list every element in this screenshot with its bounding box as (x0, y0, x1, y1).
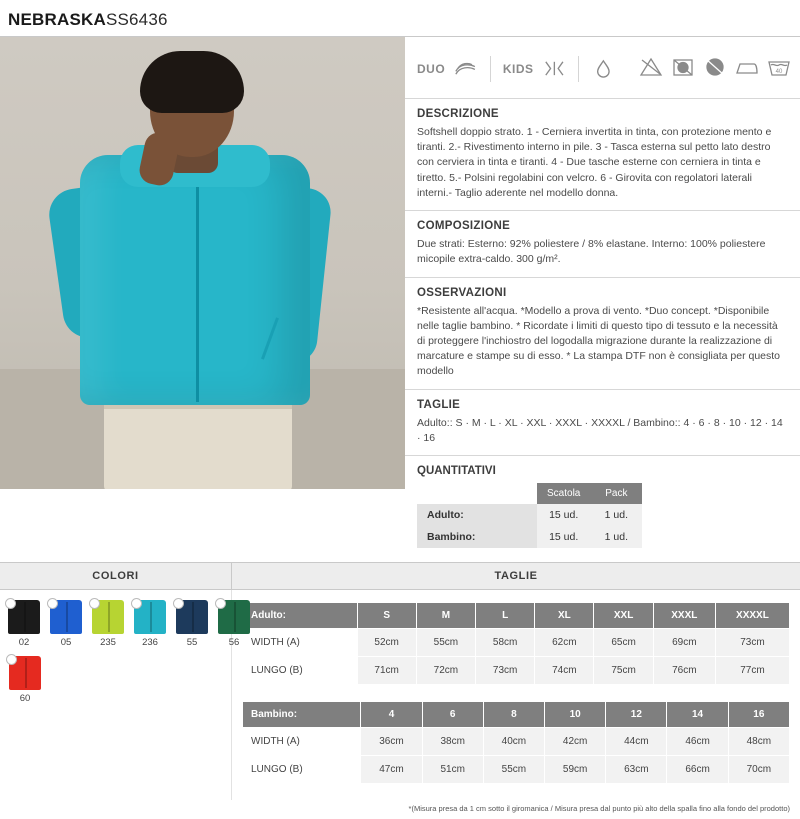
cell-value: 58cm (476, 629, 535, 657)
column-header: XXXL (653, 603, 715, 629)
cell-value: 73cm (715, 629, 789, 657)
section-osservazioni (405, 278, 800, 390)
product-ref: SS6436 (105, 10, 168, 29)
table-header-row (243, 603, 790, 629)
footnote: *(Misura presa da 1 cm sotto il giromanica / Misura presa dal punto più alto della spalla fino alla fondo del prodotto) (408, 804, 790, 814)
cell-value: 77cm (715, 657, 789, 685)
duo-label: DUO (417, 61, 446, 76)
color-swatch[interactable] (8, 600, 40, 648)
color-code: 236 (142, 637, 158, 649)
stretch-icon (542, 58, 567, 80)
color-code: 235 (100, 637, 116, 649)
cell-value: 40cm (483, 728, 544, 756)
color-swatch[interactable] (176, 600, 208, 648)
page-title (8, 10, 792, 30)
cell-value: 75cm (594, 657, 653, 685)
cell-value: 52cm (357, 629, 416, 657)
column-header: XXXXL (715, 603, 789, 629)
svg-text:40: 40 (775, 69, 783, 75)
colors-column (0, 590, 240, 800)
color-swatch-image (9, 656, 41, 690)
color-swatch-image (8, 600, 40, 634)
product-name: NEBRASKA (8, 10, 106, 29)
feature-icon-strip (405, 37, 800, 99)
cell-value: 48cm (728, 728, 789, 756)
quantitativi-table (417, 483, 642, 548)
column-header: M (416, 603, 475, 629)
product-image-column (0, 37, 405, 562)
cell-value: 72cm (416, 657, 475, 685)
row-label: WIDTH (A) (243, 629, 358, 657)
duo-badge (417, 62, 445, 76)
color-code: 56 (228, 637, 240, 649)
color-swatch-image (176, 600, 208, 634)
adult-size-table (242, 602, 790, 685)
cell-value: 15 ud. (537, 526, 590, 548)
section-taglie (405, 390, 800, 456)
color-code: 60 (19, 693, 31, 705)
product-info-column (405, 37, 800, 562)
cell-value: 38cm (422, 728, 483, 756)
table-row (243, 629, 790, 657)
cell-value: 65cm (594, 629, 653, 657)
table-row (243, 657, 790, 685)
section-text: *Resistente all'acqua. *Modello a prova di vento. *Duo concept. *Disponibile nelle taglie bambino. * Ricordate i limiti di questo tipo di tessuto e la necessità di proteggere l'inchiostro del logodalla migrazione durante la realizzazione di marcature e stampe su di esso. * La stampa DTF non è consigliata per questo modello (417, 304, 781, 378)
no-dry-clean-icon (702, 56, 728, 81)
table-header-row (243, 702, 790, 728)
cell-value: 55cm (483, 756, 544, 784)
kids-badge (503, 62, 534, 76)
cell-value: 1 ud. (590, 504, 642, 526)
product-photo (0, 37, 405, 489)
cell-value: 15 ud. (537, 504, 590, 526)
page-header (0, 0, 800, 37)
swatch-row-1 (0, 600, 240, 649)
row-label: LUNGO (B) (243, 657, 358, 685)
column-header: 14 (667, 702, 728, 728)
iron-low-icon (734, 56, 760, 81)
section-composizione (405, 211, 800, 277)
cell-value: 73cm (476, 657, 535, 685)
cell-value: 70cm (728, 756, 789, 784)
section-text: Due strati: Esterno: 92% poliestere / 8% elastane. Interno: 100% poliestere micopile extra-caldo. 300 g/m². (417, 238, 766, 266)
cell-value: 62cm (535, 629, 594, 657)
section-title: DESCRIZIONE (417, 108, 499, 120)
column-header: Pack (590, 483, 642, 504)
section-text: Adulto:: S · M · L · XL · XXL · XXXL · XXXXL / Bambino:: 4 · 6 · 8 · 10 · 12 · 14 · 16 (417, 416, 783, 444)
wash-40-icon (766, 56, 792, 81)
section-title: TAGLIE (417, 398, 461, 411)
section-title: QUANTITATIVI (417, 465, 496, 478)
kids-size-table (242, 701, 790, 784)
color-swatch-image (218, 600, 250, 634)
bottom-band (0, 562, 800, 590)
color-swatch[interactable] (92, 600, 124, 648)
water-drop-icon (591, 58, 616, 80)
column-header: 8 (483, 702, 544, 728)
column-header: S (357, 603, 416, 629)
swatch-row-2 (0, 656, 231, 704)
column-header: L (476, 603, 535, 629)
color-swatch-image (92, 600, 124, 634)
color-swatch[interactable] (8, 656, 42, 704)
color-swatch-image (134, 600, 166, 634)
table-row (417, 526, 642, 548)
cell-value: 76cm (653, 657, 715, 685)
color-swatch-image (50, 600, 82, 634)
no-bleach-icon (638, 56, 664, 81)
table-row (417, 504, 642, 526)
row-label: Adulto: (417, 504, 537, 526)
color-code: 55 (186, 637, 198, 649)
taglie-band-label: TAGLIE (494, 570, 538, 583)
row-label: Bambino: (417, 526, 537, 548)
sizes-column (232, 590, 800, 800)
color-swatch[interactable] (50, 600, 82, 648)
table-row (243, 728, 790, 756)
column-header: Bambino: (243, 702, 361, 728)
section-title: OSSERVAZIONI (417, 286, 507, 299)
cell-value: 1 ud. (590, 526, 642, 548)
care-icon-group (638, 56, 792, 81)
column-header: 6 (422, 702, 483, 728)
color-code: 05 (60, 637, 72, 649)
cell-value: 44cm (606, 728, 667, 756)
cell-value: 55cm (416, 629, 475, 657)
table-header-row (417, 483, 642, 504)
no-tumble-dry-icon (670, 56, 696, 81)
column-header: 16 (728, 702, 789, 728)
column-header: 4 (361, 702, 422, 728)
color-swatch[interactable] (134, 600, 166, 648)
cell-value: 47cm (361, 756, 422, 784)
row-label: WIDTH (A) (243, 728, 361, 756)
cell-value: 66cm (667, 756, 728, 784)
column-header: Adulto: (243, 603, 358, 629)
column-header: 12 (606, 702, 667, 728)
bottom-content (0, 590, 800, 800)
column-header: XL (535, 603, 594, 629)
kids-label: KIDS (502, 61, 534, 76)
section-quantitativi (405, 456, 800, 562)
column-header: Scatola (537, 483, 590, 504)
cell-value: 59cm (545, 756, 606, 784)
main-content (0, 37, 800, 562)
column-header: XXL (594, 603, 653, 629)
color-code: 02 (18, 637, 30, 649)
layers-icon (453, 58, 478, 80)
cell-value: 69cm (653, 629, 715, 657)
section-title: COMPOSIZIONE (417, 220, 511, 233)
row-label: LUNGO (B) (243, 756, 361, 784)
table-row (243, 756, 790, 784)
cell-value: 63cm (606, 756, 667, 784)
cell-value: 74cm (535, 657, 594, 685)
section-text: Softshell doppio strato. 1 - Cerniera invertita in tinta, con protezione mento e tiranti. 2.- Rivestimento interno in pile. 3 - Tasca esterna sul petto lato destro con cerviera in tinta e tiranti. 4 - Due tasche esterne con cerniera in tinta e tiretto. 5.- Polsini regolabini con velcro. 6 - Girovita con regolatori laterali interni.- Taglio aderente nel modello donna. (417, 126, 772, 199)
cell-value: 36cm (361, 728, 422, 756)
section-descrizione (405, 99, 800, 211)
cell-value: 46cm (667, 728, 728, 756)
colori-band-label: COLORI (0, 563, 232, 589)
column-header: 10 (545, 702, 606, 728)
cell-value: 42cm (545, 728, 606, 756)
cell-value: 51cm (422, 756, 483, 784)
cell-value: 71cm (357, 657, 416, 685)
